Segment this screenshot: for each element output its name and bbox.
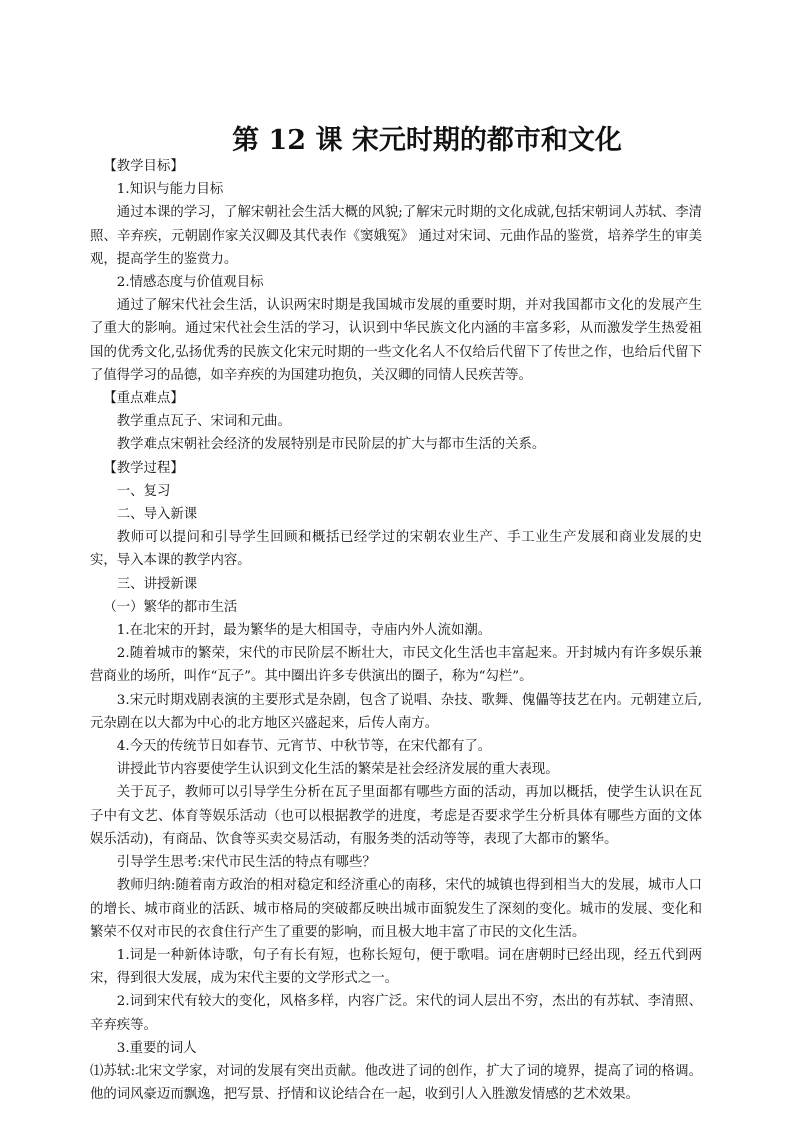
- subheading: 三、讲授新课: [116, 576, 198, 592]
- paragraph: 教学重点瓦子、宋词和元曲。: [116, 414, 291, 430]
- subheading: 2.情感态度与价值观目标: [116, 275, 264, 291]
- paragraph: 通过了解宋代社会生活，认识两宋时期是我国城市发展的重要时期，并对我国都市文化的发展产生了重大的影响。通过宋代社会生活的学习，认识到中华民族文化内涵的丰富多彩，从而激发学生热爱祖国的优秀文化,弘扬优秀的民族文化宋元时期的一些文化名人不仅给后代留下了传世之作，也给后代留下了值得学习的品德，如辛弃疾的为国建功抱负，关汉卿的同情人民疾苦等。: [90, 298, 702, 383]
- paragraph: 通过本课的学习，了解宋朝社会生活大概的风貌;了解宋元时期的文化成就,包括宋朝词人苏轼、李清照、辛弃疾，元朝剧作家关汉卿及其代表作《窦娥冤》 通过对宋词、元曲作品的鉴赏，培养学生的审美观，提高学生的鉴赏力。: [90, 205, 702, 267]
- section-heading-objectives: 【教学目标】: [103, 159, 184, 174]
- paragraph: 1.词是一种新体诗歌，句子有长有短，也称长短句，便于歌唱。词在唐朝时已经出现，经五代到两宋，得到很大发展，成为宋代主要的文学形式之一。: [90, 947, 702, 987]
- paragraph: 3.宋元时期戏剧表演的主要形式是杂剧，包含了说唱、杂技、歌舞、傀儡等技艺在内。元朝建立后,元杂剧在以大都为中心的北方地区兴盛起来，后传人南方。: [90, 692, 702, 731]
- paragraph: 讲授此节内容要使学生认识到文化生活的繁荣是社会经济发展的重大表现。: [116, 762, 559, 778]
- paragraph: 教学难点宋朝社会经济的发展特别是市民阶层的扩大与都市生活的关系。: [116, 437, 546, 453]
- paragraph: 教师归纳:随着南方政治的相对稳定和经济重心的南移，宋代的城镇也得到相当大的发展，城市人口的增长、城市商业的活跃、城市格局的突破都反映出城市面貌发生了深刻的变化。城市的发展、变化和繁荣不仅对市民的衣食住行产生了重要的影响，而且极大地丰富了市民的文化生活。: [90, 878, 702, 940]
- section-heading-process: 【教学过程】: [103, 460, 184, 476]
- lesson-title: 第 12 课 宋元时期的都市和文化: [232, 125, 622, 156]
- subheading: 二、导入新课: [116, 507, 198, 523]
- paragraph: 1.在北宋的开封，最为繁华的是大相国寺，寺庙内外人流如潮。: [116, 623, 492, 639]
- paragraph: 2.随着城市的繁荣，宋代的市民阶层不断壮大，市民文化生活也丰富起来。开封城内有许多娱乐兼营商业的场所，叫作“瓦子”。其中圈出许多专供演出的圈子，称为“勾栏”。: [90, 646, 702, 685]
- paragraph: 2.词到宋代有较大的变化，风格多样，内容广泛。宋代的词人层出不穷，杰出的有苏轼、李清照、辛弃疾等。: [90, 994, 702, 1033]
- subheading: （一）繁华的都市生活: [103, 599, 238, 615]
- subheading: 1.知识与能力目标: [116, 182, 224, 198]
- paragraph: 引导学生思考:宋代市民生活的特点有哪些？: [116, 855, 376, 871]
- paragraph: 关于瓦子，教师可以引导学生分析在瓦子里面都有哪些方面的活动，再加以概括，使学生认识在瓦子中有文艺、体育等娱乐活动（也可以根据教学的进度，考虑是否要求学生分析具体有哪些方面的文体娱乐活动)，有商品、饮食等买卖交易活动，有服务类的活动等等，表现了大都市的繁华。: [90, 785, 702, 847]
- paragraph: 教师可以提问和引导学生回顾和概括已经学过的宋朝农业生产、手工业生产发展和商业发展的史实，导入本课的教学内容。: [90, 530, 702, 569]
- paragraph: ⑴苏轼:北宋文学家，对词的发展有突出贡献。他改进了词的创作，扩大了词的境界，提高了词的格调。他的词风豪迈而飘逸，把写景、抒情和议论结合在一起，收到引人入胜激发情感的艺术效果。: [90, 1063, 702, 1103]
- paragraph: 4.今天的传统节日如春节、元宵节、中秋节等，在宋代都有了。: [116, 739, 492, 755]
- lesson-body: [90, 155, 702, 1106]
- subheading: 一、复习: [116, 483, 171, 499]
- subheading: 3.重要的词人: [116, 1040, 197, 1056]
- section-heading-key-points: 【重点难点】: [103, 391, 184, 407]
